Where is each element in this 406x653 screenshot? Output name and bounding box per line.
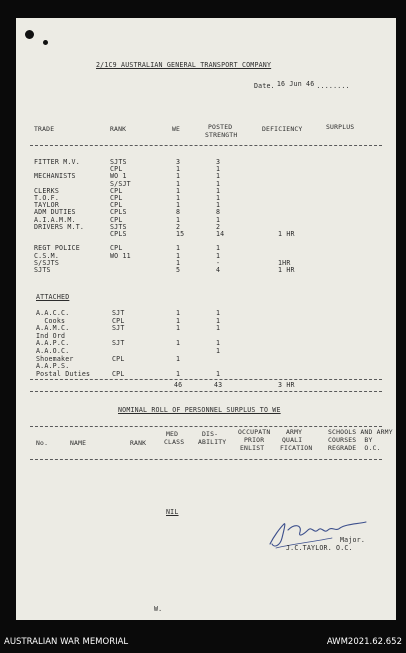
document-title: 2/1C9 AUSTRALIAN GENERAL TRANSPORT COMPANY bbox=[96, 61, 272, 69]
date-dots: ........ bbox=[316, 82, 350, 90]
col-posted-1: POSTED bbox=[208, 123, 233, 131]
col-posted-2: STRENGTH bbox=[205, 131, 238, 139]
attached-row-we: 1 bbox=[176, 309, 181, 317]
nr-col-rank: RANK bbox=[130, 439, 147, 447]
attached-heading: ATTACHED bbox=[36, 293, 70, 301]
row-rank: CPLS bbox=[110, 230, 127, 238]
row-we: 3 bbox=[176, 158, 181, 166]
col-surplus: SURPLUS bbox=[326, 123, 355, 131]
attached-row-trade: Postal Duties bbox=[36, 369, 91, 378]
header-rule bbox=[30, 145, 382, 146]
attached-row-we: 1 bbox=[176, 316, 181, 325]
col-we: WE bbox=[172, 125, 181, 133]
row-we: 1 bbox=[176, 179, 181, 188]
row-trade: ADM DUTIES bbox=[34, 208, 76, 217]
row-posted: 1 bbox=[216, 215, 221, 224]
nr-col-name: NAME bbox=[70, 439, 87, 447]
punch-hole bbox=[43, 40, 48, 45]
nr-col-no: No. bbox=[36, 439, 49, 447]
row-posted: 2 bbox=[216, 222, 221, 231]
row-trade: SJTS bbox=[34, 266, 51, 274]
row-we: 5 bbox=[176, 266, 181, 274]
nr-col-army-3: FICATION bbox=[280, 444, 313, 452]
document-page bbox=[16, 18, 396, 620]
total-posted: 43 bbox=[214, 381, 223, 389]
row-trade: REGT POLICE bbox=[34, 244, 80, 253]
row-posted: 1 bbox=[216, 201, 221, 210]
row-we: 1 bbox=[176, 165, 181, 174]
attached-row-we: 1 bbox=[176, 354, 181, 363]
row-def: 1 HR bbox=[278, 230, 295, 238]
attached-row-rank: SJT bbox=[112, 309, 125, 317]
row-rank: WO 11 bbox=[110, 251, 131, 260]
row-we: 1 bbox=[176, 215, 181, 224]
attached-row-rank: SJT bbox=[112, 339, 125, 348]
footer-accession-number: AWM2021.62.652 bbox=[326, 637, 402, 647]
row-rank: SJTS bbox=[110, 222, 127, 231]
row-rank: SJTS bbox=[110, 158, 127, 166]
nr-col-dis-1: DIS- bbox=[202, 430, 219, 438]
attached-row-posted: 1 bbox=[216, 324, 221, 333]
attached-row-rank: CPL bbox=[112, 369, 125, 378]
row-rank: CPL bbox=[110, 194, 123, 202]
nil-value: NIL bbox=[166, 508, 179, 516]
nr-col-courses-2: COURSES BY bbox=[328, 436, 373, 444]
row-rank: CPL bbox=[110, 215, 123, 224]
attached-row-trade: A.A.M.C. bbox=[36, 324, 70, 333]
nominal-roll-title: NOMINAL ROLL OF PERSONNEL SURPLUS TO WE bbox=[118, 406, 281, 414]
col-rank: RANK bbox=[110, 125, 127, 133]
row-trade: S/SJTS bbox=[34, 258, 60, 267]
attached-row-we: 1 bbox=[176, 339, 181, 348]
nr-col-army-1: ARMY bbox=[286, 428, 303, 436]
row-we: 2 bbox=[176, 222, 181, 231]
nr-col-occ-2: PRIOR bbox=[244, 436, 265, 444]
row-posted: 1 bbox=[216, 194, 221, 202]
attached-row-we: 1 bbox=[176, 369, 181, 378]
row-trade: DRIVERS M.T. bbox=[34, 222, 85, 231]
row-posted: 14 bbox=[216, 230, 225, 238]
row-we: 1 bbox=[176, 244, 181, 253]
date-value: 16 Jun 46 bbox=[276, 80, 315, 88]
row-posted: 1 bbox=[216, 251, 221, 260]
nr-col-occ-3: ENLIST bbox=[240, 444, 265, 452]
attached-row-rank: CPL bbox=[112, 354, 125, 363]
attached-row-trade: Ind Ord bbox=[36, 331, 66, 340]
punch-hole bbox=[25, 30, 34, 39]
col-trade: TRADE bbox=[34, 125, 55, 133]
nominal-rule-bottom bbox=[30, 459, 382, 460]
signatory-rank: Major. bbox=[340, 536, 366, 544]
row-posted: 3 bbox=[216, 158, 221, 166]
nr-col-med-2: CLASS bbox=[164, 438, 185, 446]
attached-row-posted: 1 bbox=[216, 316, 221, 325]
row-we: 1 bbox=[176, 172, 181, 181]
row-posted: 1 bbox=[216, 244, 221, 253]
attached-row-trade: A.A.P.S. bbox=[36, 362, 70, 371]
nr-col-courses-1: SCHOOLS AND ARMY bbox=[328, 428, 393, 436]
row-rank: CPL bbox=[110, 165, 123, 174]
attached-row-we: 1 bbox=[176, 324, 181, 333]
attached-row-posted: 1 bbox=[216, 339, 221, 348]
attached-row-trade: A.A.O.C. bbox=[36, 347, 70, 355]
archive-footer bbox=[0, 628, 406, 653]
nr-col-med-1: MED bbox=[166, 430, 179, 438]
total-deficiency: 3 HR bbox=[278, 381, 295, 389]
bottom-mark: W. bbox=[154, 605, 163, 613]
attached-row-trade: A.A.C.C. bbox=[36, 309, 70, 317]
row-we: 8 bbox=[176, 208, 181, 217]
row-rank: CPL bbox=[110, 186, 123, 195]
nr-col-army-2: QUALI bbox=[282, 436, 303, 444]
row-we: 1 bbox=[176, 194, 181, 202]
nr-col-courses-3: REGRADE O.C. bbox=[328, 444, 381, 452]
row-posted: 1 bbox=[216, 186, 221, 195]
row-we: 1 bbox=[176, 258, 181, 267]
attached-row-posted: 1 bbox=[216, 347, 221, 355]
row-we: 1 bbox=[176, 201, 181, 210]
total-we: 46 bbox=[174, 381, 183, 389]
attached-row-rank: SJT bbox=[112, 324, 125, 333]
row-we: 15 bbox=[176, 230, 185, 238]
attached-row-trade: Shoemaker bbox=[36, 354, 74, 363]
attached-row-rank: CPL bbox=[112, 316, 125, 325]
row-rank: WO 1 bbox=[110, 172, 127, 181]
row-posted: 8 bbox=[216, 208, 221, 217]
row-trade: C.S.M. bbox=[34, 251, 60, 260]
row-trade: MECHANISTS bbox=[34, 172, 76, 181]
totals-rule-top bbox=[30, 379, 382, 380]
row-trade: FITTER M.V. bbox=[34, 158, 80, 166]
row-posted: 1 bbox=[216, 172, 221, 181]
row-def: 1HR bbox=[278, 258, 291, 267]
row-trade: TAYLOR bbox=[34, 201, 60, 210]
nr-col-dis-2: ABILITY bbox=[198, 438, 227, 446]
attached-row-trade: Cooks bbox=[36, 316, 66, 325]
row-rank: S/SJT bbox=[110, 179, 131, 188]
nominal-rule-top bbox=[30, 426, 382, 427]
row-trade: A.I.A.M.M. bbox=[34, 215, 76, 224]
nr-col-occ-1: OCCUPATN bbox=[238, 428, 271, 436]
date-label: Date. bbox=[254, 82, 275, 90]
row-rank: CPLS bbox=[110, 208, 127, 217]
row-rank: CPL bbox=[110, 201, 123, 210]
attached-row-trade: A.A.P.C. bbox=[36, 339, 70, 348]
row-trade: CLERKS bbox=[34, 186, 60, 195]
row-we: 1 bbox=[176, 186, 181, 195]
row-posted: 4 bbox=[216, 266, 221, 274]
totals-rule-bottom bbox=[30, 391, 382, 392]
row-posted: 1 bbox=[216, 179, 221, 188]
row-trade: T.O.F. bbox=[34, 194, 60, 202]
date-line bbox=[254, 80, 350, 90]
row-we: 1 bbox=[176, 251, 181, 260]
row-posted: 1 bbox=[216, 165, 221, 174]
footer-institution: AUSTRALIAN WAR MEMORIAL bbox=[4, 637, 129, 647]
signatory-name: J.C.TAYLOR. O.C. bbox=[286, 544, 353, 552]
attached-row-posted: 1 bbox=[216, 369, 221, 378]
attached-row-posted: 1 bbox=[216, 309, 221, 317]
row-posted: - bbox=[216, 258, 221, 267]
row-rank: CPL bbox=[110, 244, 123, 253]
row-def: 1 HR bbox=[278, 266, 295, 274]
col-deficiency: DEFICIENCY bbox=[262, 125, 303, 133]
